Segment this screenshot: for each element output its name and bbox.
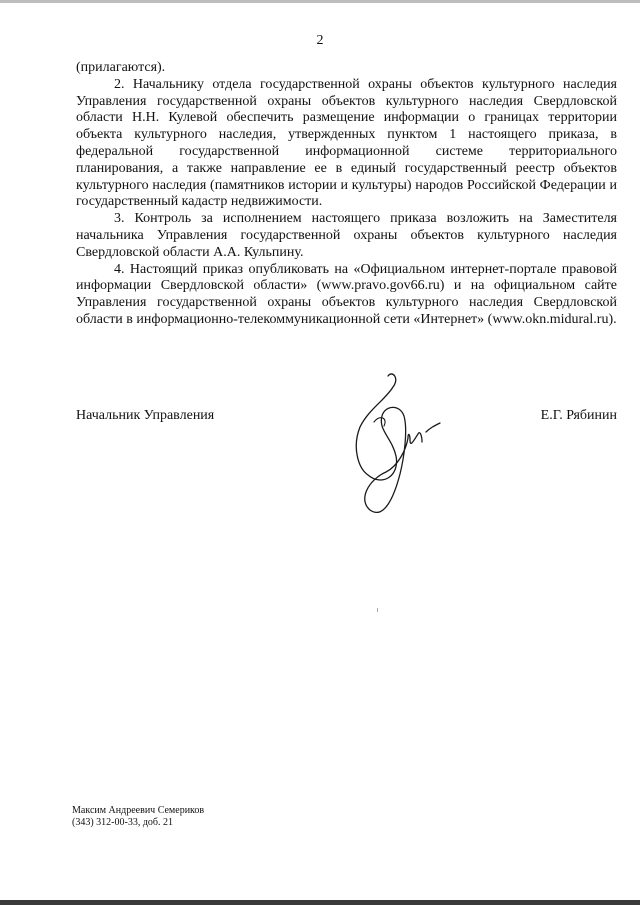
signatory-position: Начальник Управления: [76, 408, 215, 423]
executor-phone: (343) 312-00-33, доб. 21: [72, 817, 173, 828]
paragraph-3: 3. Контроль за исполнением настоящего приказа возложить на Заместителя начальника Управления государственной охраны объектов культурного наследия Свердловской области А.А. Кульпину.: [76, 211, 617, 260]
executor-footer: [72, 805, 204, 829]
paragraph-2: 2. Начальнику отдела государственной охраны объектов культурного наследия Управления государственной охраны объектов культурного наследия Свердловской области Н.Н. Кулевой обеспечить размещение информации о границах территории объекта культурного наследия, утвержденных пунктом 1 настоящего приказа, в федеральной государственной информационной системе территориального планирования, а также направление ее в единый государственный реестр объектов культурного наследия (памятников истории и культуры) народов Российской Федерации и государственный кадастр недвижимости.: [76, 76, 617, 210]
document-body: [76, 60, 617, 329]
page-number: 2: [316, 33, 324, 48]
scan-bottom-edge: [0, 900, 640, 905]
signatory-name: Е.Г. Рябинин: [540, 408, 617, 423]
paragraph-continuation: (прилагаются).: [76, 60, 166, 75]
scan-top-edge: [0, 0, 640, 3]
paragraph-4: 4. Настоящий приказ опубликовать на «Официальном интернет-портале правовой информации Свердловской области» (www.pravo.gov66.ru) и на официальном сайте Управления государственной охраны объектов культурного наследия Свердловской области в информационно-телекоммуникационной сети «Интернет» (www.okn.midural.ru).: [76, 261, 617, 327]
handwritten-signature: [330, 372, 450, 520]
scan-speck: [377, 608, 378, 612]
executor-name: Максим Андреевич Семериков: [72, 805, 205, 816]
